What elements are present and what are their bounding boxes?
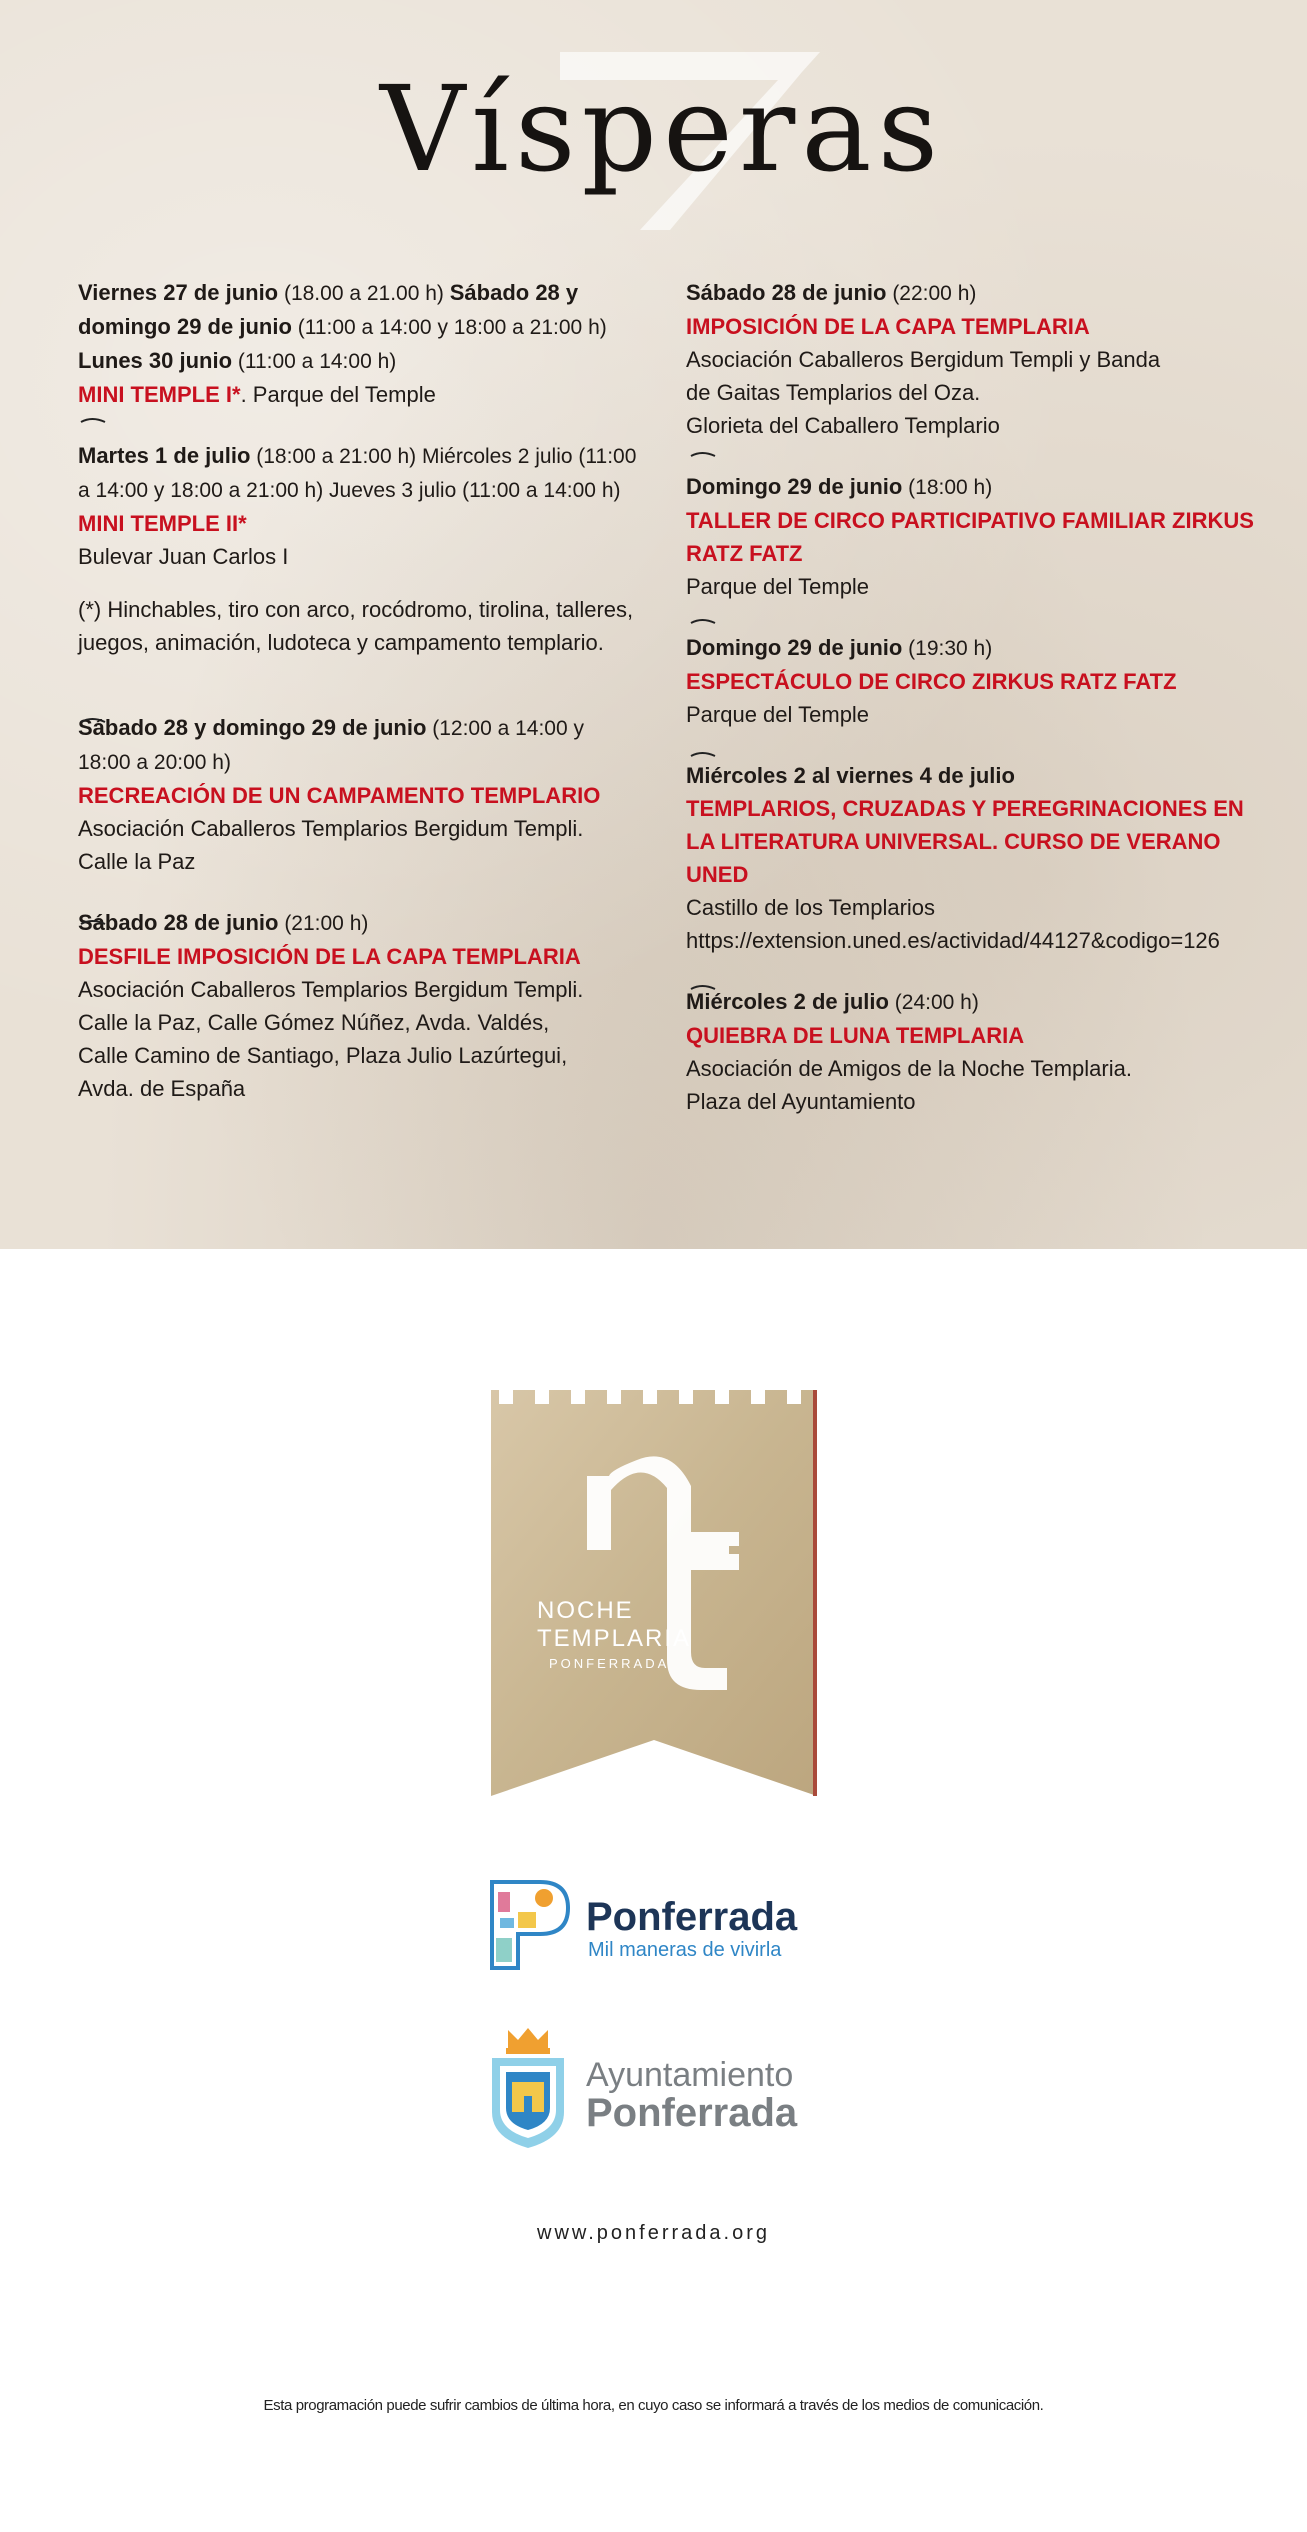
event-desfile (78, 906, 638, 1105)
event-time: (11:00 a 14:00 y 18:00 a 21:00 h) (291, 316, 607, 339)
event-curso-verano (686, 759, 1266, 957)
event-title: LA LITERATURA UNIVERSAL. CURSO DE VERANO (686, 829, 1221, 854)
event-place: . Parque del Temple (240, 382, 436, 407)
event-detail: Asociación de Amigos de la Noche Templaria. (686, 1056, 1132, 1081)
event-date: Viernes 27 de junio (78, 280, 279, 305)
event-title: TEMPLARIOS, CRUZADAS Y PEREGRINACIONES EN (686, 796, 1244, 821)
event-title: TALLER DE CIRCO PARTICIPATIVO FAMILIAR ZIRKUS (686, 508, 1254, 533)
right-column (686, 276, 1266, 1146)
event-title: IMPOSICIÓN DE LA CAPA TEMPLARIA (686, 314, 1090, 339)
ayuntamiento-shield-icon (490, 2026, 820, 2150)
ponferrada-p-icon (488, 1878, 828, 1972)
event-date: Sábado 28 de junio (686, 280, 887, 305)
event-time: (21:00 h) (278, 912, 369, 935)
ponferrada-tagline: Mil maneras de vivirla (588, 1939, 782, 1961)
event-detail: de Gaitas Templarios del Oza. (686, 380, 981, 405)
logo-text-ponferrada: PONFERRADA (549, 1656, 670, 1671)
event-imposicion-capa (686, 276, 1266, 442)
event-title: ESPECTÁCULO DE CIRCO ZIRKUS RATZ FATZ (686, 669, 1177, 694)
left-column (78, 276, 638, 1133)
event-time: (18:00 a 21:00 h) Miércoles 2 julio (11:00 (250, 445, 637, 468)
event-mini-temple-1 (78, 276, 638, 411)
event-footnote (78, 593, 638, 659)
event-date: domingo 29 de junio (78, 314, 292, 339)
event-title: UNED (686, 862, 749, 887)
logo-text-noche: NOCHE (537, 1597, 634, 1624)
footnote-line: (*) Hinchables, tiro con arco, rocódromo, tirolina, talleres, (78, 597, 634, 622)
separator-flourish (80, 918, 106, 928)
event-detail: Asociación Caballeros Templarios Bergidum Templi. (78, 977, 584, 1002)
event-place: Castillo de los Templarios (686, 895, 936, 920)
event-date: Martes 1 de julio (78, 443, 251, 468)
event-place: Glorieta del Caballero Templario (686, 413, 1000, 438)
event-title: QUIEBRA DE LUNA TEMPLARIA (686, 1023, 1025, 1048)
ayto-line2: Ponferrada (586, 2091, 798, 2135)
event-place: Parque del Temple (686, 574, 870, 599)
page-title: Vísperas (380, 60, 945, 198)
event-place: Calle la Paz, Calle Gómez Núñez, Avda. Valdés, (78, 1010, 550, 1035)
event-title: MINI TEMPLE I* (78, 382, 241, 407)
event-time: 18:00 a 20:00 h) (78, 751, 231, 774)
event-detail: Asociación Caballeros Templarios Bergidum Templi. (78, 816, 584, 841)
website-link[interactable]: www.ponferrada.org (537, 2222, 770, 2244)
event-place: Avda. de España (78, 1076, 246, 1101)
event-time: (24:00 h) (888, 991, 979, 1014)
event-place: Plaza del Ayuntamiento (686, 1089, 916, 1114)
disclaimer-text: Esta programación puede sufrir cambios de última hora, en cuyo caso se informará a través de los medios de comunicación. (263, 2397, 1044, 2414)
separator-flourish (80, 416, 106, 426)
separator-flourish (80, 716, 106, 726)
noche-templaria-logo (491, 1390, 817, 1796)
event-time: a 14:00 y 18:00 a 21:00 h) Jueves 3 julio (11:00 a 14:00 h) (78, 479, 621, 502)
footnote-line: juegos, animación, ludoteca y campamento templario. (78, 630, 604, 655)
ayto-line1: Ayuntamiento (586, 2056, 794, 2094)
ponferrada-brand-logo (488, 1878, 828, 1972)
event-quiebra-luna (686, 985, 1266, 1118)
event-date: Domingo 29 de junio (686, 635, 903, 660)
event-date: Miércoles 2 al viernes 4 de julio (686, 763, 1015, 788)
event-time: (18.00 a 21.00 h) (278, 282, 450, 305)
event-title: MINI TEMPLE II* (78, 511, 247, 536)
noche-templaria-banner-graphic (491, 1390, 817, 1796)
event-link[interactable]: https://extension.uned.es/actividad/44127&codigo=126 (686, 928, 1220, 953)
event-mini-temple-2 (78, 439, 638, 659)
event-place: Parque del Temple (686, 702, 870, 727)
event-date: Lunes 30 junio (78, 348, 233, 373)
title-block (380, 40, 945, 230)
event-taller-circo (686, 470, 1266, 603)
event-date: Sábado 28 y domingo 29 de junio (78, 715, 427, 740)
logo-text-templaria: TEMPLARIA (537, 1625, 692, 1652)
event-campamento (78, 711, 638, 878)
ayuntamiento-logo (490, 2026, 820, 2150)
event-date: Sábado 28 de junio (78, 910, 279, 935)
event-place: Calle Camino de Santiago, Plaza Julio Lazúrtegui, (78, 1043, 568, 1068)
event-time: (12:00 a 14:00 y (426, 717, 585, 740)
event-date: Miércoles 2 de julio (686, 989, 889, 1014)
event-time: (18:00 h) (902, 476, 993, 499)
event-date: Sábado 28 y (449, 280, 579, 305)
event-time: (22:00 h) (886, 282, 977, 305)
event-title: RECREACIÓN DE UN CAMPAMENTO TEMPLARIO (78, 783, 601, 808)
ponferrada-wordmark: Ponferrada (586, 1895, 798, 1939)
event-place: Bulevar Juan Carlos I (78, 544, 289, 569)
event-espectaculo-circo (686, 631, 1266, 731)
event-date: Domingo 29 de junio (686, 474, 903, 499)
event-place: Calle la Paz (78, 849, 196, 874)
event-time: (11:00 a 14:00 h) (232, 350, 397, 373)
event-detail: Asociación Caballeros Bergidum Templi y Banda (686, 347, 1161, 372)
event-title: DESFILE IMPOSICIÓN DE LA CAPA TEMPLARIA (78, 944, 581, 969)
event-title: RATZ FATZ (686, 541, 803, 566)
event-time: (19:30 h) (902, 637, 993, 660)
